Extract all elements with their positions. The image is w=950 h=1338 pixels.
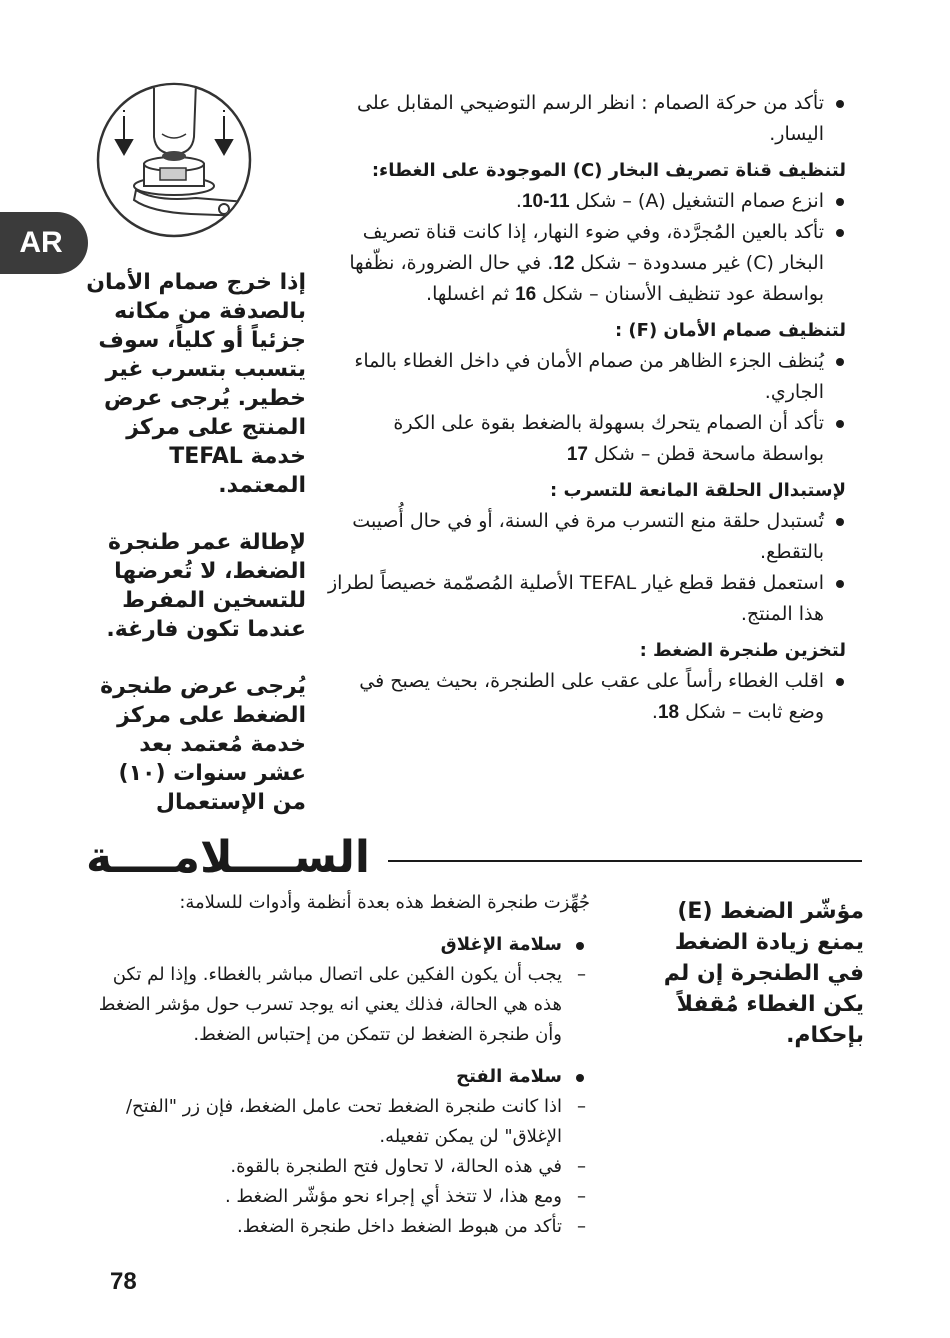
gasket-step-1: تُستبدل حلقة منع التسرب مرة في السنة، أو في حال أُصيبت بالتقطع.: [326, 506, 846, 568]
note-overheating: لإطالة عمر طنجرة الضغط، لا تُعرضها للتسخين المفرط عندما تكون فارغة.: [106, 530, 306, 642]
pressure-indicator-note: مؤشّر الضغط (E) يمنع زيادة الضغط في الطنجرة إن لم يكن الغطاء مُقفلاً بإحكام.: [663, 899, 864, 1048]
title-rule: [388, 860, 862, 862]
lock-safety-heading: سلامة الإغلاق: [90, 930, 590, 960]
safety-section: [90, 888, 590, 1242]
intro-bullet: تأكد من حركة الصمام : انظر الرسم التوضيحي المقابل على اليسار.: [326, 88, 846, 150]
page-number: 78: [110, 1268, 137, 1295]
gasket-step-2: استعمل فقط قطع غيار TEFAL الأصلية المُصمّمة خصيصاً لطراز هذا المنتج.: [326, 568, 846, 630]
note-service-center: يُرجى عرض طنجرة الضغط على مركز خدمة مُعتمد بعد عشر سنوات (١٠) من الإستعمال: [100, 674, 306, 815]
storage-step-1: اقلب الغطاء رأساً على عقب على الطنجرة، بحيث يصبح في وضع ثابت – شكل 18.: [326, 666, 846, 728]
open-safety-heading: سلامة الفتح: [90, 1062, 590, 1092]
safety-valve-heading: لتنظيف صمام الأمان (F) :: [614, 320, 846, 341]
valve-press-illustration: [96, 82, 252, 238]
language-tab: [0, 212, 88, 274]
open-safety-item-3: – ومع هذا، لا تتخذ أي إجراء نحو مؤشّر الضغط .: [90, 1182, 590, 1212]
note-safety-valve: إذا خرج صمام الأمان بالصدفة من مكانه جزئياً أو كلياً، سوف يتسبب بتسرب غير خطير. يُرجى عرض المنتج على مركز خدمة TEFAL المعتمد.: [86, 270, 306, 498]
safety-intro: جُهِّزت طنجرة الضغط هذه بعدة أنظمة وأدوات للسلامة:: [179, 892, 590, 913]
safety-title: الســــلامــــة: [85, 832, 370, 883]
open-safety-item-4: – تأكد من هبوط الضغط داخل طنجرة الضغط.: [90, 1212, 590, 1242]
side-notes: [86, 268, 306, 845]
language-tab-label: AR: [19, 226, 63, 259]
open-safety-item-2: – في هذه الحالة، لا تحاول فتح الطنجرة بالقوة.: [90, 1152, 590, 1182]
open-safety-item-1: – اذا كانت طنجرة الضغط تحت عامل الضغط، فإن زر "الفتح/الإغلاق" لن يمكن تفعيله.: [90, 1092, 590, 1152]
safety-valve-step-1: يُنظف الجزء الظاهر من صمام الأمان في داخل الغطاء بالماء الجاري.: [326, 346, 846, 408]
cleaning-instructions: [326, 88, 846, 728]
lock-safety-item-1: – يجب أن يكون الفكين على اتصال مباشر بالغطاء. وإذا لم تكن هذه هي الحالة، فذلك يعني انه يوجد تسرب حول مؤشر الضغط وأن طنجرة الضغط لن تتمكن من إحتباس الضغط.: [90, 960, 590, 1050]
gasket-heading: لإستبدال الحلقة المانعة للتسرب :: [549, 480, 846, 501]
steam-channel-heading: لتنظيف قناة تصريف البخار (C) الموجودة على الغطاء:: [371, 160, 846, 181]
safety-valve-step-2: تأكد أن الصمام يتحرك بسهولة بالضغط بقوة على الكرة بواسطة ماسحة قطن – شكل 17: [326, 408, 846, 470]
steam-channel-step-1: انزع صمام التشغيل (A) – شكل 11-10.: [326, 186, 846, 217]
storage-heading: لتخزين طنجرة الضغط :: [639, 640, 846, 661]
steam-channel-step-2: تأكد بالعين المُجرَّدة، وفي ضوء النهار، إذا كانت قناة تصريف البخار (C) غير مسدودة – شكل 12. في حال الضرورة، نظّفها بواسطة عود تنظيف الأسنان – شكل 16 ثم اغسلها.: [326, 217, 846, 310]
